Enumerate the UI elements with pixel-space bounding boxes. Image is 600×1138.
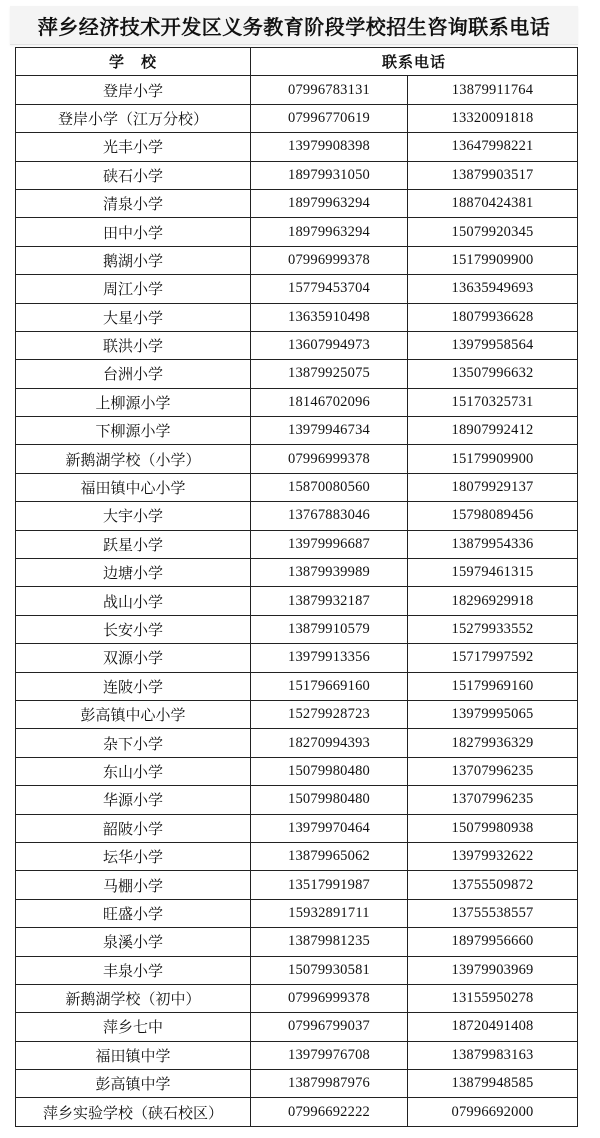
school-name-cell: 跃星小学 <box>16 530 251 558</box>
phone-number-cell: 15979461315 <box>408 559 578 587</box>
header-school: 学 校 <box>16 48 251 76</box>
school-name-cell: 下柳源小学 <box>16 417 251 445</box>
phone-number-cell: 13979932622 <box>408 842 578 870</box>
school-name-cell: 彭高镇中心小学 <box>16 700 251 728</box>
phone-number-cell: 13979946734 <box>251 417 408 445</box>
phone-number-cell: 13979903969 <box>408 956 578 984</box>
phone-number-cell: 18720491408 <box>408 1013 578 1041</box>
phone-number-cell: 15179669160 <box>251 672 408 700</box>
table-row <box>16 899 578 927</box>
phone-number-cell: 13879910579 <box>251 615 408 643</box>
phone-number-cell: 15079930581 <box>251 956 408 984</box>
page-title: 萍乡经济技术开发区义务教育阶段学校招生咨询联系电话 <box>37 14 551 39</box>
table-row <box>16 331 578 359</box>
phone-number-cell: 13879948585 <box>408 1070 578 1098</box>
phone-number-cell: 13707996235 <box>408 786 578 814</box>
school-name-cell: 萍乡实验学校（硖石校区） <box>16 1098 251 1126</box>
school-name-cell: 坛华小学 <box>16 842 251 870</box>
phone-number-cell: 13879981235 <box>251 928 408 956</box>
phone-number-cell: 13979970464 <box>251 814 408 842</box>
table-row <box>16 502 578 530</box>
phone-number-cell: 18979963294 <box>251 218 408 246</box>
phone-number-cell: 07996999378 <box>251 246 408 274</box>
phone-number-cell: 18296929918 <box>408 587 578 615</box>
phone-number-cell: 13879987976 <box>251 1070 408 1098</box>
phone-number-cell: 13979976708 <box>251 1041 408 1069</box>
table-row <box>16 218 578 246</box>
phone-number-cell: 07996999378 <box>251 445 408 473</box>
table-row <box>16 104 578 132</box>
school-name-cell: 旺盛小学 <box>16 899 251 927</box>
phone-number-cell: 13755538557 <box>408 899 578 927</box>
table-row <box>16 246 578 274</box>
table-row <box>16 417 578 445</box>
phone-number-cell: 15717997592 <box>408 644 578 672</box>
phone-number-cell: 18079936628 <box>408 303 578 331</box>
school-name-cell: 杂下小学 <box>16 729 251 757</box>
table-row <box>16 161 578 189</box>
phone-number-cell: 15079920345 <box>408 218 578 246</box>
table-row <box>16 388 578 416</box>
phone-number-cell: 13767883046 <box>251 502 408 530</box>
phone-number-cell: 07996999378 <box>251 984 408 1012</box>
school-name-cell: 硖石小学 <box>16 161 251 189</box>
table-row <box>16 871 578 899</box>
phone-number-cell: 07996692222 <box>251 1098 408 1126</box>
school-name-cell: 田中小学 <box>16 218 251 246</box>
phone-number-cell: 07996783131 <box>251 76 408 104</box>
table-row <box>16 700 578 728</box>
phone-number-cell: 13879911764 <box>408 76 578 104</box>
school-name-cell: 新鹅湖学校（初中） <box>16 984 251 1012</box>
table-row <box>16 133 578 161</box>
table-row <box>16 76 578 104</box>
table-row <box>16 786 578 814</box>
table-row <box>16 530 578 558</box>
table-row <box>16 445 578 473</box>
school-name-cell: 登岸小学（江万分校） <box>16 104 251 132</box>
phone-number-cell: 15170325731 <box>408 388 578 416</box>
school-name-cell: 大宇小学 <box>16 502 251 530</box>
phone-number-cell: 13979958564 <box>408 331 578 359</box>
table-header-row <box>16 48 578 76</box>
phone-number-cell: 13607994973 <box>251 331 408 359</box>
school-name-cell: 台洲小学 <box>16 360 251 388</box>
phone-number-cell: 13879965062 <box>251 842 408 870</box>
school-name-cell: 新鹅湖学校（小学） <box>16 445 251 473</box>
phone-number-cell: 18079929137 <box>408 473 578 501</box>
phone-number-cell: 18979931050 <box>251 161 408 189</box>
phone-number-cell: 18146702096 <box>251 388 408 416</box>
school-name-cell: 上柳源小学 <box>16 388 251 416</box>
school-name-cell: 清泉小学 <box>16 189 251 217</box>
table-row <box>16 928 578 956</box>
phone-number-cell: 15932891711 <box>251 899 408 927</box>
phone-number-cell: 18979963294 <box>251 189 408 217</box>
table-row <box>16 1041 578 1069</box>
phone-number-cell: 13879903517 <box>408 161 578 189</box>
phone-number-cell: 13979995065 <box>408 700 578 728</box>
phone-number-cell: 07996799037 <box>251 1013 408 1041</box>
table-row <box>16 473 578 501</box>
school-name-cell: 战山小学 <box>16 587 251 615</box>
table-row <box>16 672 578 700</box>
phone-number-cell: 13979908398 <box>251 133 408 161</box>
table-row <box>16 303 578 331</box>
table-row <box>16 587 578 615</box>
table-row <box>16 644 578 672</box>
school-name-cell: 萍乡七中 <box>16 1013 251 1041</box>
school-name-cell: 周江小学 <box>16 275 251 303</box>
table-row <box>16 275 578 303</box>
phone-number-cell: 13635910498 <box>251 303 408 331</box>
phone-number-cell: 13320091818 <box>408 104 578 132</box>
table-row <box>16 189 578 217</box>
phone-number-cell: 15079980480 <box>251 757 408 785</box>
phone-number-cell: 07996692000 <box>408 1098 578 1126</box>
school-name-cell: 丰泉小学 <box>16 956 251 984</box>
phone-number-cell: 15798089456 <box>408 502 578 530</box>
school-name-cell: 彭高镇中学 <box>16 1070 251 1098</box>
phone-number-cell: 15779453704 <box>251 275 408 303</box>
table-row <box>16 729 578 757</box>
school-name-cell: 泉溪小学 <box>16 928 251 956</box>
phone-number-cell: 13507996632 <box>408 360 578 388</box>
phone-number-cell: 18979956660 <box>408 928 578 956</box>
school-name-cell: 大星小学 <box>16 303 251 331</box>
phone-number-cell: 13979913356 <box>251 644 408 672</box>
phone-number-cell: 13879939989 <box>251 559 408 587</box>
phone-number-cell: 13517991987 <box>251 871 408 899</box>
contact-table <box>15 47 578 1127</box>
phone-number-cell: 13635949693 <box>408 275 578 303</box>
phone-number-cell: 15179969160 <box>408 672 578 700</box>
school-name-cell: 登岸小学 <box>16 76 251 104</box>
school-name-cell: 连陂小学 <box>16 672 251 700</box>
title-banner <box>10 6 578 45</box>
phone-number-cell: 13879954336 <box>408 530 578 558</box>
phone-number-cell: 15179909900 <box>408 246 578 274</box>
school-name-cell: 联洪小学 <box>16 331 251 359</box>
phone-number-cell: 18870424381 <box>408 189 578 217</box>
table-row <box>16 360 578 388</box>
phone-number-cell: 13879932187 <box>251 587 408 615</box>
table-body <box>16 76 578 1126</box>
table-row <box>16 1070 578 1098</box>
phone-number-cell: 15179909900 <box>408 445 578 473</box>
table-row <box>16 1098 578 1126</box>
phone-number-cell: 18279936329 <box>408 729 578 757</box>
header-phone: 联系电话 <box>251 48 578 76</box>
phone-number-cell: 15079980938 <box>408 814 578 842</box>
school-name-cell: 长安小学 <box>16 615 251 643</box>
table-row <box>16 1013 578 1041</box>
school-name-cell: 马棚小学 <box>16 871 251 899</box>
phone-number-cell: 15279928723 <box>251 700 408 728</box>
phone-number-cell: 13879983163 <box>408 1041 578 1069</box>
school-name-cell: 双源小学 <box>16 644 251 672</box>
phone-number-cell: 15870080560 <box>251 473 408 501</box>
phone-number-cell: 13155950278 <box>408 984 578 1012</box>
phone-number-cell: 18270994393 <box>251 729 408 757</box>
phone-number-cell: 15279933552 <box>408 615 578 643</box>
table-row <box>16 956 578 984</box>
school-name-cell: 东山小学 <box>16 757 251 785</box>
table-row <box>16 757 578 785</box>
phone-number-cell: 13707996235 <box>408 757 578 785</box>
phone-number-cell: 13879925075 <box>251 360 408 388</box>
school-name-cell: 光丰小学 <box>16 133 251 161</box>
table-row <box>16 559 578 587</box>
phone-number-cell: 15079980480 <box>251 786 408 814</box>
table-row <box>16 615 578 643</box>
school-name-cell: 华源小学 <box>16 786 251 814</box>
phone-number-cell: 07996770619 <box>251 104 408 132</box>
school-name-cell: 韶陂小学 <box>16 814 251 842</box>
phone-number-cell: 13979996687 <box>251 530 408 558</box>
school-name-cell: 鹅湖小学 <box>16 246 251 274</box>
table-row <box>16 814 578 842</box>
school-name-cell: 福田镇中学 <box>16 1041 251 1069</box>
table-row <box>16 984 578 1012</box>
phone-number-cell: 18907992412 <box>408 417 578 445</box>
school-name-cell: 福田镇中心小学 <box>16 473 251 501</box>
table-row <box>16 842 578 870</box>
school-name-cell: 边塘小学 <box>16 559 251 587</box>
phone-number-cell: 13755509872 <box>408 871 578 899</box>
phone-number-cell: 13647998221 <box>408 133 578 161</box>
